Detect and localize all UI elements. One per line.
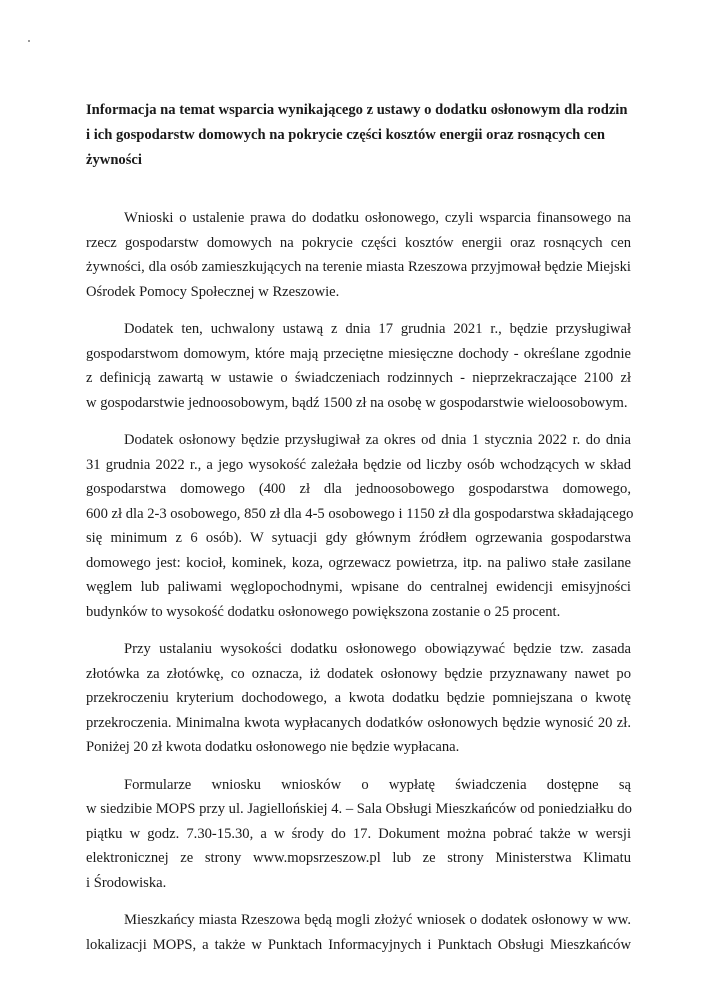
text-line: 600 zł dla 2-3 osobowego, 850 zł dla 4-5 osobowego i 1150 zł dla gospodarstwa składającego: [86, 505, 634, 522]
text-line: piątku w godz. 7.30-15.30, a w środy do 17. Dokument można pobrać także w wersji: [86, 825, 631, 842]
text-line: budynków to wysokość dodatku osłonowego powiększona zostanie o 25 procent.: [86, 603, 561, 620]
paragraph-amounts: [86, 428, 634, 624]
paragraph-eligibility: [86, 317, 631, 415]
title-line: i ich gospodarstw domowych na pokrycie części kosztów energii oraz rosnących cen: [86, 127, 605, 143]
text-line: Dodatek osłonowy będzie przysługiwał za okres od dnia 1 stycznia 2022 r. do dnia: [124, 432, 631, 448]
text-line: się minimum z 6 osób). W sytuacji gdy głównym źródłem ogrzewania gospodarstwa: [86, 530, 631, 546]
text-line: Ośrodek Pomocy Społecznej w Rzeszowie.: [86, 283, 340, 300]
text-line: Dodatek ten, uchwalony ustawą z dnia 17 grudnia 2021 r., będzie przysługiwał: [124, 321, 631, 337]
text-line: w siedzibie MOPS przy ul. Jagiellońskiej 4. – Sala Obsługi Mieszkańców od poniedziałku do: [86, 801, 632, 817]
text-line: i Środowiska.: [86, 874, 167, 891]
document-title: [86, 98, 646, 173]
text-line: domowego jest: kocioł, kominek, koza, ogrzewacz powietrza, itp. na paliwo stałe zasilane: [86, 554, 631, 571]
text-line: Poniżej 20 zł kwota dodatku osłonowego nie będzie wypłacana.: [86, 739, 460, 755]
text-line: Przy ustalaniu wysokości dodatku osłonowego obowiązywać będzie tzw. zasada: [124, 641, 631, 657]
paragraph-application-info: [86, 206, 631, 304]
paragraph-forms: [86, 773, 631, 896]
text-line: w gospodarstwie jednoosobowym, bądź 1500 zł na osobę w gospodarstwie wieloosobowym.: [86, 394, 628, 411]
paragraph-locations: [86, 908, 631, 957]
text-line: rzecz gospodarstw domowych na pokrycie części kosztów energii oraz rosnących cen: [86, 234, 631, 251]
text-line: żywności, dla osób zamieszkujących na terenie miasta Rzeszowa przyjmował będzie Miejski: [86, 259, 631, 275]
paragraph-zloty-rule: [86, 637, 631, 760]
title-line: Informacja na temat wsparcia wynikającego z ustawy o dodatku osłonowym dla rodzin: [86, 102, 628, 118]
document-body: [86, 206, 634, 970]
text-line: przekroczeniu kryterium dochodowego, a kwota dodatku będzie pomniejszana o kwotę: [86, 690, 631, 706]
text-line: węglem lub paliwami węglopochodnymi, wpisane do centralnej ewidencji emisyjności: [86, 579, 631, 595]
title-line: żywności: [86, 152, 142, 168]
text-line: gospodarstwom domowym, które mają przeciętne miesięczne dochody - określane zgodnie: [86, 345, 631, 362]
text-line: elektronicznej ze strony www.mopsrzeszow.pl lub ze strony Ministerstwa Klimatu: [86, 850, 631, 866]
text-line: 31 grudnia 2022 r., a jego wysokość zależała będzie od liczby osób wchodzących w skład: [86, 456, 631, 473]
text-line: przekroczenia. Minimalna kwota wypłacanych dodatków osłonowych będzie wynosić 20 zł.: [86, 714, 631, 731]
text-line: z definicją zawartą w ustawie o świadczeniach rodzinnych - nieprzekraczające 2100 zł: [86, 370, 631, 386]
scan-speck: [28, 40, 30, 42]
text-line: gospodarstwa domowego (400 zł dla jednoosobowego gospodarstwa domowego,: [86, 481, 631, 497]
text-line: lokalizacji MOPS, a także w Punktach Informacyjnych i Punktach Obsługi Mieszkańców: [86, 936, 631, 953]
text-line: Mieszkańcy miasta Rzeszowa będą mogli złożyć wniosek o dodatek osłonowy w ww.: [124, 912, 631, 928]
text-line: Formularze wniosku wniosków o wypłatę świadczenia dostępne są: [124, 776, 631, 793]
text-line: złotówka za złotówkę, co oznacza, iż dodatek osłonowy będzie przyznawany nawet po: [86, 665, 631, 682]
text-line: Wnioski o ustalenie prawa do dodatku osłonowego, czyli wsparcia finansowego na: [124, 210, 631, 226]
